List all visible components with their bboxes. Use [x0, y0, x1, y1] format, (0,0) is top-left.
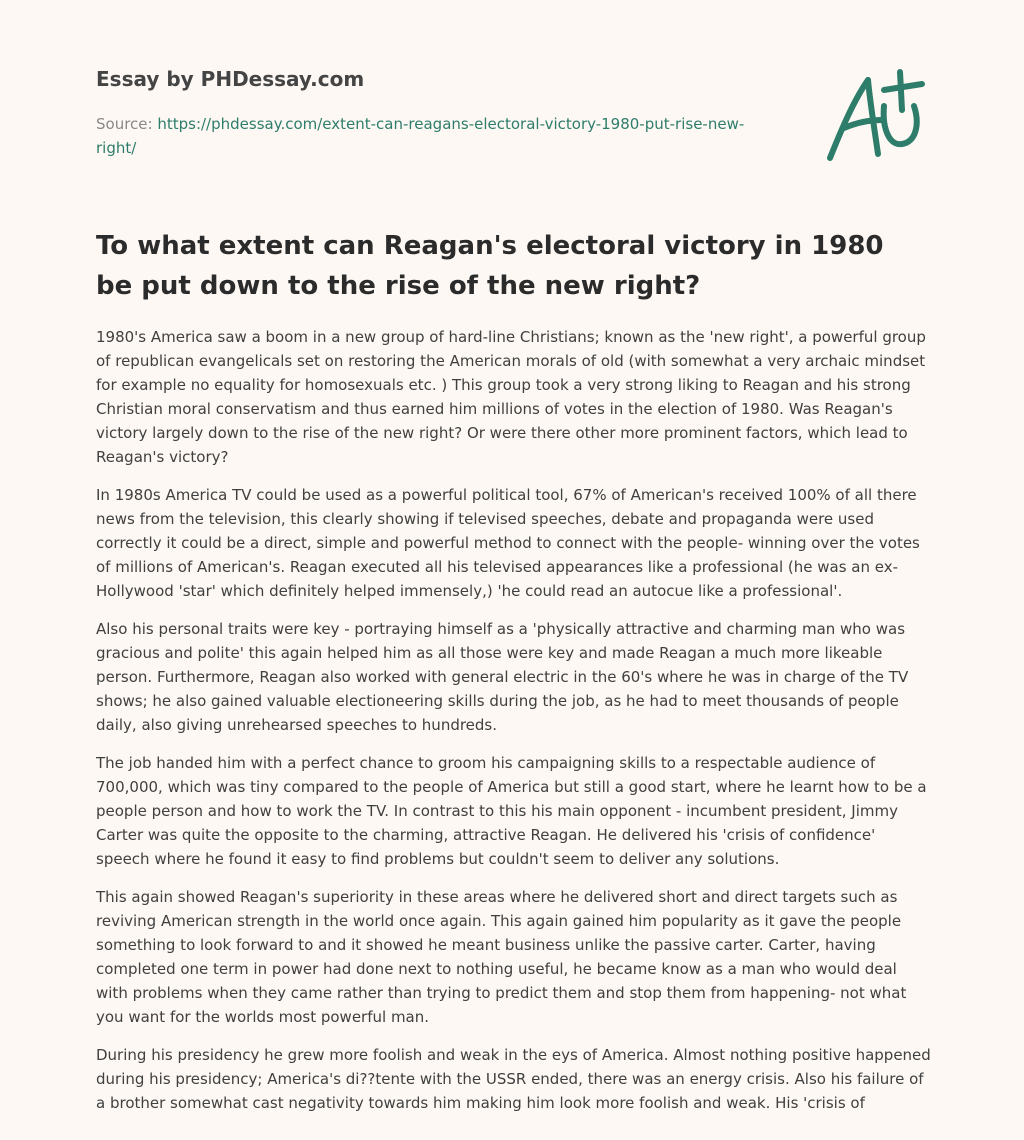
source-label: Source: — [96, 115, 158, 133]
a-plus-logo-icon — [820, 66, 930, 166]
essay-paragraph: This again showed Reagan's superiority in these areas where he delivered short and direct targets such as reviving American strength in the world once again. This again gained him popularity as it gave the people something to look forward to and it showed he meant business unlike the passive carter. Carter, having completed one term in power had done next to nothing useful, he became know as a man who would deal with problems when they came rather than trying to predict them and stop them from happening- not what you want for the worlds most powerful man. — [96, 888, 907, 1026]
essay-paragraph: The job handed him with a perfect chance to groom his campaigning skills to a respectable audience of 700,000, which was tiny compared to the people of America but still a good start, where he learnt how to be a people person and how to work the TV. In contrast to this his main opponent - incumbent president, Jimmy Carter was quite the opposite to the charming, attractive Reagan. He delivered his 'crisis of confidence' speech where he found it easy to find problems but couldn't seem to deliver any solutions. — [96, 754, 927, 868]
essay-paragraph: Also his personal traits were key - portraying himself as a 'physically attractive and charming man who was gracious and polite' this again helped him as all those were key and made Reagan a much more likeable person. Furthermore, Reagan also worked with general electric in the 60's where he was in charge of the TV shows; he also gained valuable electioneering skills during the job, as he had to meet thousands of people daily, also giving unrehearsed speeches to hundreds. — [96, 620, 909, 734]
source-line — [96, 112, 776, 160]
essay-title: To what extent can Reagan's electoral victory in 1980 be put down to the rise of the new right? — [96, 231, 884, 301]
essay-body — [96, 325, 932, 1129]
essay-paragraph: 1980's America saw a boom in a new group of hard-line Christians; known as the 'new right', a powerful group of republican evangelicals set on restoring the American morals of old (with somewhat a very archaic mindset for example no equality for homosexuals etc. ) This group took a very strong liking to Reagan and his strong Christian moral conservatism and thus earned him millions of votes in the election of 1980. Was Reagan's victory largely down to the rise of the new right? Or were there other more prominent factors, which lead to Reagan's victory? — [96, 328, 926, 466]
essay-paragraph: During his presidency he grew more foolish and weak in the eys of America. Almost nothing positive happened during his presidency; America's di??tente with the USSR ended, there was an energy crisis. Also his failure of a brother somewhat cast negativity towards him making him look more foolish and weak. His 'crisis of — [96, 1046, 931, 1112]
source-link[interactable]: https://phdessay.com/extent-can-reagans-electoral-victory-1980-put-rise-new-right/ — [96, 115, 745, 157]
essay-paragraph: In 1980s America TV could be used as a powerful political tool, 67% of American's received 100% of all there news from the television, this clearly showing if televised speeches, debate and propaganda were used correctly it could be a direct, simple and powerful method to connect with the people- winning over the votes of millions of American's. Reagan executed all his televised appearances like a professional (he was an ex-Hollywood 'star' which definitely helped immensely,) 'he could read an autocue like a professional'. — [96, 486, 920, 600]
site-title: Essay by PHDessay.com — [96, 67, 365, 91]
